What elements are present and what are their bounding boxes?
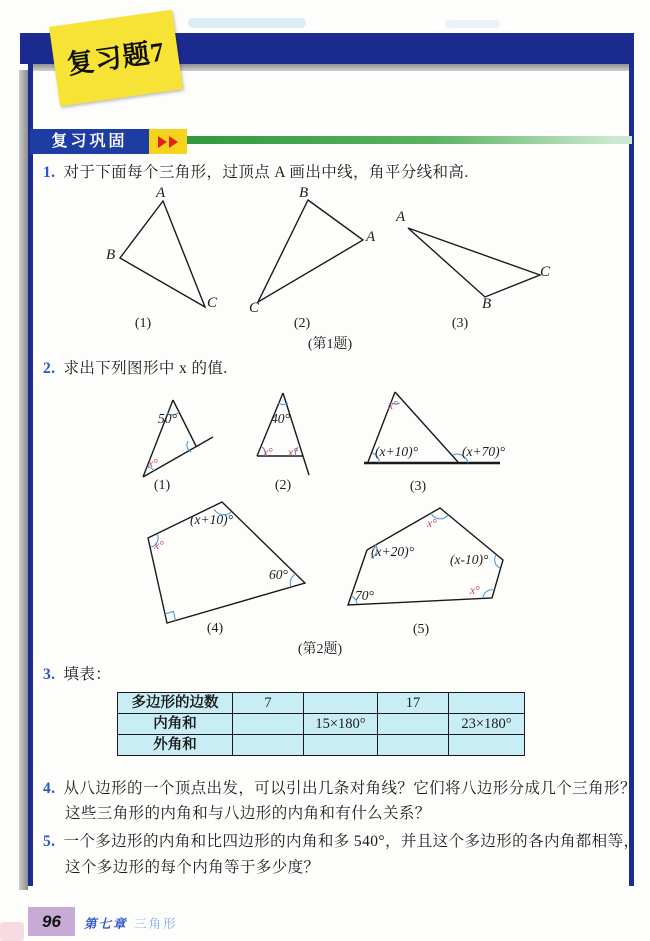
q2-figure-5 (338, 492, 518, 637)
page-number-box (28, 907, 75, 936)
question-2-text: 求出下列图形中 x 的值. (63, 360, 228, 377)
scan-smudge-2 (445, 20, 500, 28)
table-cell: 15×180° (304, 714, 378, 735)
angle-label-x: x° (148, 458, 158, 470)
figure-caption: (5) (412, 622, 430, 637)
left-border-line (28, 64, 33, 886)
question-1 (43, 163, 469, 183)
question-4-line2 (65, 804, 431, 824)
table-cell: 外角和 (118, 735, 233, 756)
quadrilateral-shape (138, 492, 328, 627)
question-1-number: 1. (43, 164, 56, 181)
angle-label: 50° (158, 411, 177, 426)
vertex-label-A: A (366, 229, 376, 245)
table-cell: 内角和 (118, 714, 233, 735)
angle-label: 70° (355, 588, 374, 603)
page-title-note (49, 10, 183, 106)
angle-label: (x+70)° (462, 444, 505, 459)
figure-caption: (3) (409, 479, 427, 494)
pentagon-shape (338, 492, 518, 627)
table-cell (233, 735, 304, 756)
table-cell: 7 (233, 693, 304, 714)
triangle-shape (105, 185, 220, 323)
table-cell: 17 (378, 693, 449, 714)
vertex-label-B: B (482, 296, 492, 312)
figure-caption: (3) (451, 316, 469, 331)
question-3 (43, 665, 111, 685)
right-border-line (629, 64, 634, 886)
section-banner-label: 复习巩固 (51, 133, 128, 150)
question-2-number: 2. (43, 360, 56, 377)
q2-figure-4 (138, 492, 328, 637)
section-banner (30, 129, 149, 154)
vertex-label-C: C (207, 295, 218, 311)
question-1-text: 对于下面每个三角形，过顶点 A 画出中线，角平分线和高. (63, 164, 469, 181)
table-cell (378, 714, 449, 735)
q1-triangle-2 (246, 185, 376, 323)
page-number: 96 (42, 912, 61, 931)
question-4 (43, 779, 636, 799)
question-5-line2 (65, 858, 319, 878)
footer-chapter-title: 三角形 (134, 917, 178, 931)
q2-figure-2 (238, 384, 338, 489)
figure-caption: (1) (134, 316, 152, 331)
angle-label-x: x° (388, 400, 398, 412)
table-cell (378, 735, 449, 756)
triangle-shape (246, 185, 371, 323)
question-3-number: 3. (43, 666, 56, 683)
vertex-label-A: A (396, 209, 406, 225)
left-edge-shadow (19, 70, 28, 890)
question-5 (43, 832, 639, 852)
triangle-exterior-shape (128, 386, 228, 486)
question-4-text-line2: 这些三角形的内角和与八边形的内角和有什么关系？ (65, 805, 431, 822)
question-5-number: 5. (43, 833, 56, 850)
corner-pink-smudge (0, 922, 24, 941)
forward-arrow-icon (158, 136, 167, 148)
angle-label: 60° (269, 567, 288, 582)
angle-label: (x+20)° (371, 544, 414, 559)
q1-triangle-1 (105, 185, 220, 323)
vertex-label-B: B (299, 185, 309, 201)
scan-smudge-1 (188, 18, 306, 28)
forward-arrow-icon (169, 136, 178, 148)
angle-label: (x-10)° (450, 552, 489, 567)
vertex-label-A: A (156, 185, 166, 201)
table-cell (233, 714, 304, 735)
q1-triangle-3 (390, 205, 555, 310)
table-cell: 多边形的边数 (118, 693, 233, 714)
table-cell (304, 693, 378, 714)
question-4-text-line1: 从八边形的一个顶点出发，可以引出几条对角线？它们将八边形分成几个三角形？ (63, 780, 636, 797)
banner-rule-line (187, 136, 632, 144)
vertex-label-B: B (106, 247, 116, 263)
triangle-shape (390, 205, 555, 310)
question-4-number: 4. (43, 780, 56, 797)
figure-caption: (4) (206, 621, 224, 636)
table-row-exterior-sum (118, 735, 525, 756)
q2-figure-1 (128, 386, 228, 486)
triangle-exterior-shape (238, 384, 338, 489)
angle-label: 40° (271, 411, 290, 426)
vertex-label-C: C (540, 264, 551, 280)
angle-label-x: x° (288, 447, 298, 459)
vertex-label-C: C (249, 300, 260, 316)
figure-caption: (2) (293, 316, 311, 331)
figure-caption: (1) (153, 478, 171, 493)
angle-label-x: x° (427, 518, 437, 530)
polygon-fill-table (117, 692, 525, 756)
banner-arrows (149, 129, 187, 154)
angle-label: (x+10)° (375, 444, 418, 459)
figure-caption: (2) (274, 478, 292, 493)
page-title: 复习题7 (65, 36, 167, 80)
table-cell: 23×180° (449, 714, 525, 735)
table-cell (449, 735, 525, 756)
question-3-text: 填表： (63, 666, 112, 683)
angle-label-x: x° (263, 447, 273, 459)
table-cell (304, 735, 378, 756)
q1-figures-caption: (第1题) (307, 337, 353, 352)
angle-label: (x+10)° (190, 512, 233, 527)
triangle-exterior-shape (350, 386, 510, 486)
table-row-interior-sum (118, 714, 525, 735)
question-2 (43, 359, 228, 379)
angle-label-x: x° (154, 540, 164, 552)
question-5-text-line2: 这个多边形的每个内角等于多少度？ (65, 859, 320, 876)
angle-label-x: x° (470, 585, 480, 597)
footer-chapter: 第七章 (84, 917, 128, 931)
table-row-sides (118, 693, 525, 714)
question-5-text-line1: 一个多边形的内角和比四边形的内角和多 540°，并且这个多边形的各内角都相等， (63, 833, 640, 850)
q2-figure-3 (350, 386, 510, 486)
table-cell (449, 693, 525, 714)
q2-figures-caption: (第2题) (297, 642, 343, 657)
